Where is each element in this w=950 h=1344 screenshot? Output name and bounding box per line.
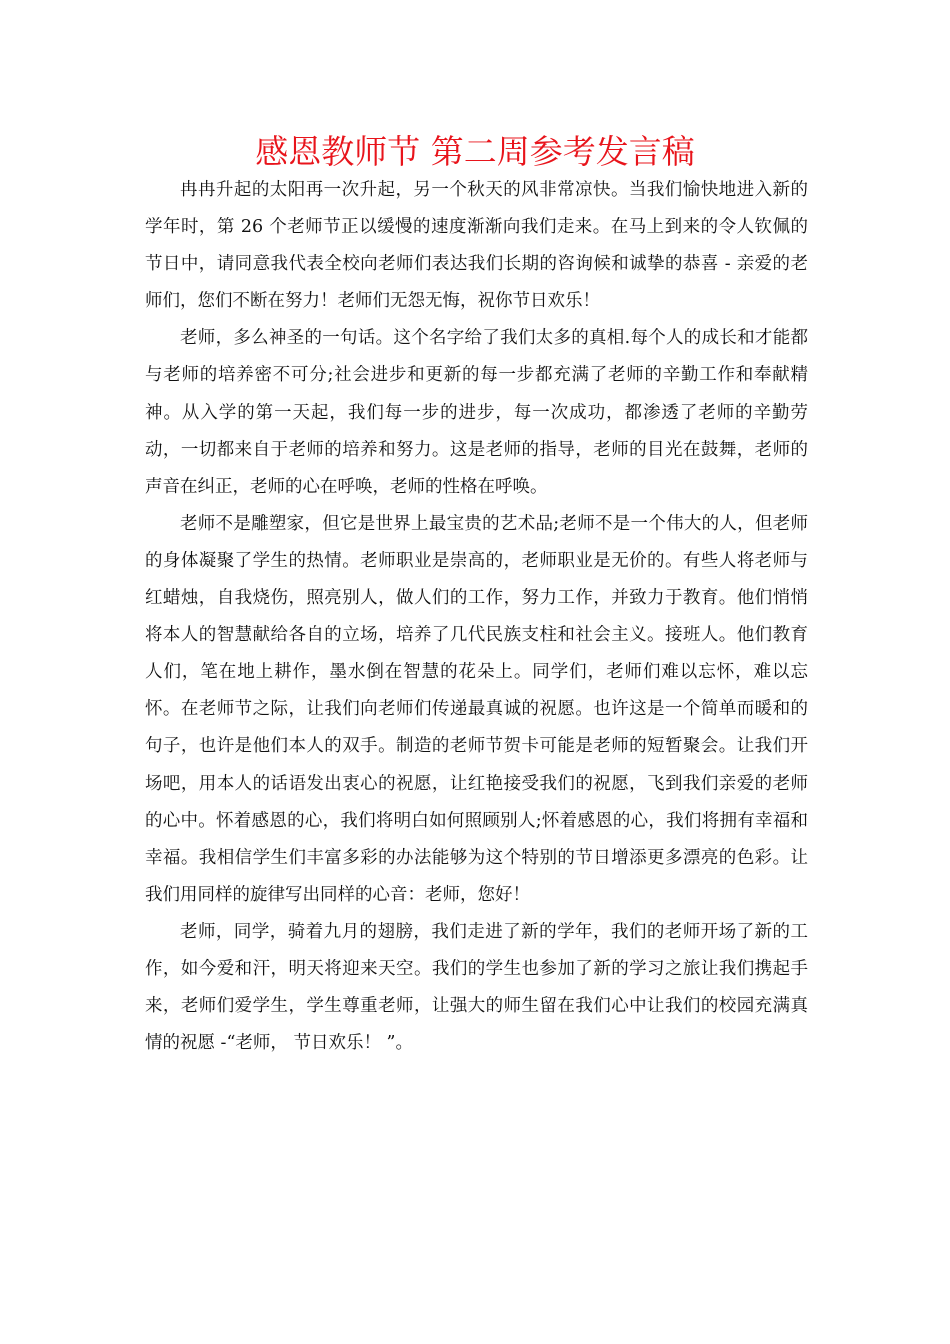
paragraph-4: 老师，同学，骑着九月的翅膀，我们走进了新的学年，我们的老师开场了新的工作，如今爱和汗，明天将迎来天空。我们的学生也参加了新的学习之旅让我们携起手来，老师们爱学生，学生尊重老师，让强大的师生留在我们心中让我们的校园充满真情的祝愿 -“老师， 节日欢乐！ ”。	[145, 921, 808, 1054]
paragraph-3: 老师不是雕塑家，但它是世界上最宝贵的艺术品;老师不是一个伟大的人，但老师的身体凝聚了学生的热情。老师职业是崇高的，老师职业是无价的。有些人将老师与红蜡烛，自我烧伤，照亮别人，做人们的工作，努力工作，并致力于教育。他们悄悄将本人的智慧献给各自的立场，培养了几代民族支柱和社会主义。接班人。他们教育人们，笔在地上耕作，墨水倒在智慧的花朵上。同学们，老师们难以忘怀，难以忘怀。在老师节之际，让我们向老师们传递最真诚的祝愿。也许这是一个简单而暖和的句子，也许是他们本人的双手。制造的老师节贺卡可能是老师的短暂聚会。让我们开场吧，用本人的话语发出衷心的祝愿，让红艳接受我们的祝愿，飞到我们亲爱的老师的心中。怀着感恩的心，我们将明白如何照顾别人;怀着感恩的心，我们将拥有幸福和幸福。我相信学生们丰富多彩的办法能够为这个特别的节日增添更多漂亮的色彩。让我们用同样的旋律写出同样的心音：老师，您好！	[145, 513, 808, 905]
document-body	[145, 172, 808, 1062]
document-title: 感恩教师节 第二周参考发言稿	[255, 132, 695, 171]
paragraph-2: 老师，多么神圣的一句话。这个名字给了我们太多的真相.每个人的成长和才能都与老师的培养密不可分;社会进步和更新的每一步都充满了老师的辛勤工作和奉献精神。从入学的第一天起，我们每一步的进步，每一次成功，都渗透了老师的辛勤劳动，一切都来自于老师的培养和努力。这是老师的指导，老师的目光在鼓舞，老师的声音在纠正，老师的心在呼唤，老师的性格在呼唤。	[145, 328, 808, 497]
paragraph-1: 冉冉升起的太阳再一次升起，另一个秋天的风非常凉快。当我们愉快地进入新的学年时，第 26 个老师节正以缓慢的速度渐渐向我们走来。在马上到来的令人钦佩的节日中，请同意我代表全校向老师们表达我们长期的咨询候和诚挚的恭喜 - 亲爱的老师们，您们不断在努力！老师们无怨无悔，祝你节日欢乐！	[145, 180, 808, 312]
